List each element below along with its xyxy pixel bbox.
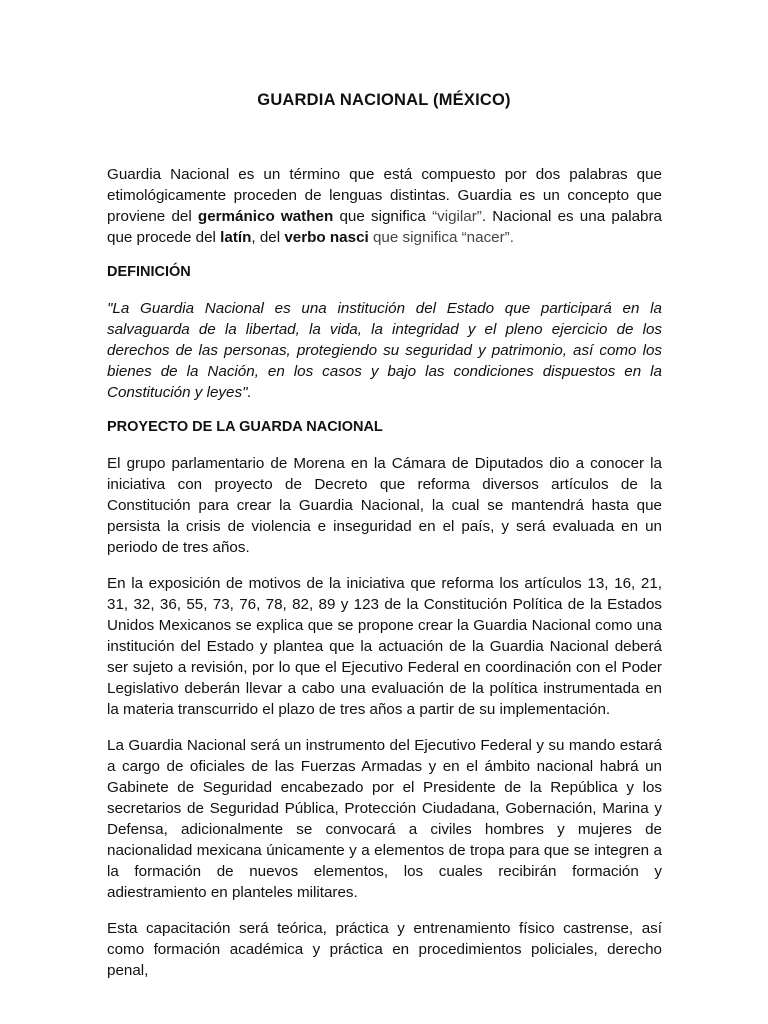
- intro-vigilar: “vigilar”: [432, 208, 482, 225]
- intro-text-3: . Nacional es una palabra que procede del: [107, 208, 663, 246]
- intro-bold-nasci: verbo nasci: [284, 229, 369, 246]
- paragraph: Esta capacitación será teórica, práctica y entrenamiento físico castrense, así como formación académica y práctica en procedimientos policiales, derecho penal,: [107, 920, 662, 979]
- definicion-quote: "La Guardia Nacional es una institución del Estado que participará en la salvaguarda de la libertad, la vida, la integridad y el pleno ejercicio de los derechos de las personas, protegiendo su seguridad y patrimonio, así como los bienes de la Nación, en los casos y bajo las condiciones dispuestos en la Constitución y leyes".: [107, 300, 662, 401]
- intro-text-1: Guardia Nacional es un término que está compuesto por dos palabras que etimológicamente proceden de lenguas distintas. Guardia es un concepto que proviene del: [107, 166, 662, 225]
- proyecto-heading: PROYECTO DE LA GUARDA NACIONAL: [107, 419, 383, 435]
- paragraph: La Guardia Nacional será un instrumento del Ejecutivo Federal y su mando estará a cargo de oficiales de las Fuerzas Armadas y en el ámbito nacional habrá un Gabinete de Seguridad encabezado por el Presidente de la República y los secretarios de Seguridad Pública, Protección Ciudadana, Gobernación, Marina y Defensa, adicionalmente se convocará a civiles hombres y mujeres de nacionalidad mexicana únicamente y a elementos de tropa para que se integren a la formación de nuevos elementos, los cuales recibirán formación y adiestramiento en planteles militares.: [107, 737, 662, 901]
- intro-paragraph: [107, 164, 662, 248]
- paragraph: El grupo parlamentario de Morena en la Cámara de Diputados dio a conocer la iniciativa con proyecto de Decreto que reforma diversos artículos de la Constitución para crear la Guardia Nacional, la cual se mantendrá hasta que persista la crisis de violencia e inseguridad en el país, y será evaluada en un periodo de tres años.: [107, 455, 662, 556]
- intro-text-2: que significa: [333, 208, 433, 225]
- paragraph: En la exposición de motivos de la iniciativa que reforma los artículos 13, 16, 21, 31, 32, 36, 55, 73, 76, 78, 82, 89 y 123 de la Constitución Política de la Estados Unidos Mexicanos se explica que se propone crear la Guardia Nacional como una institución del Estado y plantea que la actuación de la Guardia Nacional deberá ser sujeto a revisión, por lo que el Ejecutivo Federal en coordinación con el Poder Legislativo deberán llevar a cabo una evaluación de la política instrumentada en la materia transcurrido el plazo de tres años a partir de su implementación.: [107, 575, 662, 718]
- intro-nacer: que significa “nacer”.: [368, 229, 514, 246]
- intro-bold-latin: latín: [220, 229, 252, 246]
- definicion-heading: DEFINICIÓN: [107, 264, 191, 280]
- intro-bold-germanico: germánico wathen: [197, 208, 334, 225]
- intro-text-4: , del: [251, 229, 285, 246]
- document-body: [107, 164, 662, 996]
- page-title: GUARDIA NACIONAL (MÉXICO): [257, 91, 511, 109]
